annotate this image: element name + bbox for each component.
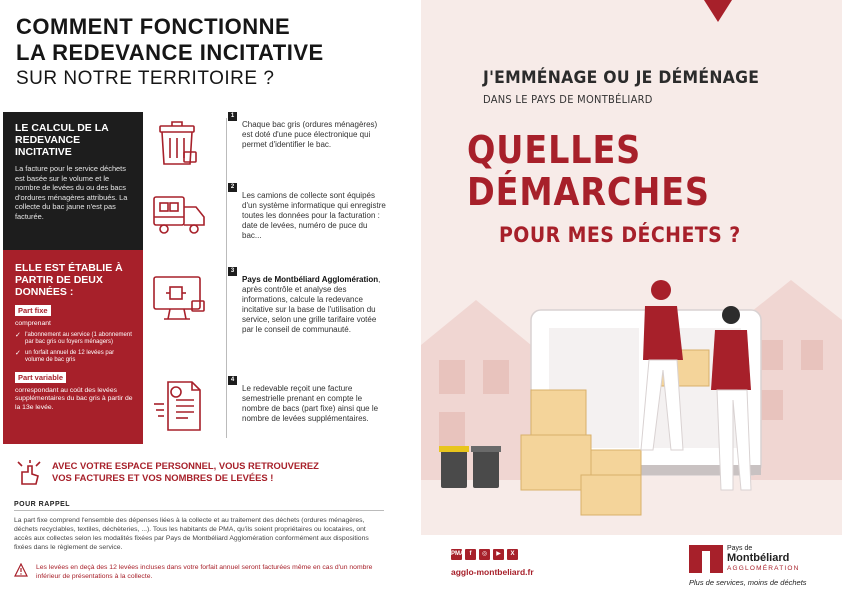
waste-bin-chip-icon bbox=[150, 112, 210, 172]
reminder-title: POUR RAPPEL bbox=[14, 501, 71, 508]
step-number: 2 bbox=[228, 183, 237, 192]
instagram-icon[interactable]: ◎ bbox=[479, 549, 490, 560]
two-parts-box bbox=[3, 250, 143, 444]
cover-heading: J'EMMÉNAGE OU JE DÉMÉNAGE bbox=[483, 68, 760, 88]
step-text: Les camions de collecte sont équipés d'un système informatique qui enregistre toutes les données pour la facturation : date de levées, numéro de puce du bac... bbox=[242, 191, 386, 240]
invoice-document-icon bbox=[150, 376, 210, 436]
step-1 bbox=[150, 112, 390, 192]
top-triangle-marker bbox=[704, 0, 732, 22]
calc-box-heading: LE CALCUL DE LA REDEVANCE INCITATIVE bbox=[15, 122, 109, 158]
fixed-part-text: comprenant bbox=[15, 320, 51, 327]
step-number: 4 bbox=[228, 376, 237, 385]
step-4 bbox=[150, 376, 390, 456]
footer bbox=[421, 535, 842, 595]
variable-part-tag: Part variable bbox=[15, 372, 66, 383]
cover-subheading: DANS LE PAYS DE MONTBÉLIARD bbox=[483, 93, 653, 106]
warning-note bbox=[14, 563, 384, 583]
calc-box-text: La facture pour le service déchets est basée sur le volume et le nombre de levées du ou des bacs d'ordures ménagères attribués. La collecte du bac jaune n'est pas facturée. bbox=[15, 164, 128, 221]
page-title-line3: SUR NOTRE TERRITOIRE ? bbox=[16, 68, 275, 89]
callout-text: AVEC VOTRE ESPACE PERSONNEL, VOUS RETROUVEREZ VOS FACTURES ET VOS NOMBRES DE LEVÉES ! bbox=[52, 460, 319, 483]
logo-name: Montbéliard bbox=[727, 552, 790, 564]
right-page bbox=[421, 0, 842, 595]
sidebar bbox=[3, 112, 143, 444]
x-twitter-icon[interactable]: X bbox=[507, 549, 518, 560]
variable-part-text: correspondant au coût des levées supplémentaires du bac gris à partir de la 13e levée. bbox=[15, 386, 133, 411]
page-title-line2: LA REDEVANCE INCITATIVE bbox=[16, 40, 324, 65]
two-parts-heading: ELLE EST ÉTABLIE À PARTIR DE DEUX DONNÉES : bbox=[15, 262, 123, 298]
page-title-line1: COMMENT FONCTIONNE bbox=[16, 14, 291, 39]
logo-prefix: Pays de bbox=[727, 545, 753, 552]
step-text: Chaque bac gris (ordures ménagères) est doté d'une puce électronique qui permet d'identifier le bac. bbox=[242, 120, 378, 149]
pma-app-icon[interactable]: PMA bbox=[451, 549, 462, 560]
warning-text: Les levées en deçà des 12 levées incluses dans votre forfait annuel seront facturées même en cas d'un nombre inférieur de présentations à la collecte. bbox=[36, 564, 373, 580]
fixed-item: ✓ l'abonnement au service (1 abonnement par bac gris ou foyers ménagers) bbox=[15, 332, 135, 347]
step-3 bbox=[150, 267, 390, 347]
fixed-item: ✓ un forfait annuel de 12 levées par volume de bac gris bbox=[15, 350, 135, 365]
pointing-hand-icon bbox=[14, 458, 44, 488]
reminder-divider bbox=[14, 510, 384, 511]
cover-title-line2: DÉMARCHES bbox=[467, 170, 710, 214]
website-link[interactable]: agglo-montbeliard.fr bbox=[451, 567, 534, 577]
garbage-truck-icon bbox=[150, 183, 210, 243]
cover-title-line3: POUR MES DÉCHETS ? bbox=[499, 223, 741, 247]
step-text: Pays de Montbéliard Agglomération, après contrôle et analyse des informations, calcule la redevance incitative sur la base de l'utilisation du service, selon une grille tarifaire votée par le conseil de communauté. bbox=[242, 275, 381, 334]
personal-space-callout bbox=[14, 458, 374, 492]
youtube-icon[interactable]: ▶ bbox=[493, 549, 504, 560]
warning-icon bbox=[14, 563, 28, 577]
agglo-logo-icon bbox=[689, 545, 723, 573]
facebook-icon[interactable]: f bbox=[465, 549, 476, 560]
cover-title-line1: QUELLES bbox=[467, 128, 642, 172]
moving-illustration bbox=[421, 240, 842, 540]
computer-monitor-icon bbox=[150, 267, 210, 327]
step-number: 1 bbox=[228, 112, 237, 121]
calc-box bbox=[3, 112, 143, 250]
step-2 bbox=[150, 183, 390, 263]
step-number: 3 bbox=[228, 267, 237, 276]
fixed-part-tag: Part fixe bbox=[15, 305, 51, 316]
logo-agglomeration: AGGLOMÉRATION bbox=[727, 565, 800, 572]
step-text: Le redevable reçoit une facture semestrielle prenant en compte le nombre de bacs (part fixe) ainsi que le nombre de levées supplémentaires. bbox=[242, 384, 379, 423]
reminder-text: La part fixe comprend l'ensemble des dépenses liées à la collecte et au traitement des déchets (ordures ménagères, déchets recyclables, textiles, déchèteries, ...). Tous les habitants de PMA, qu'ils soient propriétaires ou locataires, ont accès aux collectes selon les modalités fixées par Pays de Montbéliard Agglomération conformément aux dispositions fixées dans le règlement de service. bbox=[14, 517, 369, 551]
social-links bbox=[451, 549, 518, 561]
logo-slogan: Plus de services, moins de déchets bbox=[689, 578, 807, 587]
